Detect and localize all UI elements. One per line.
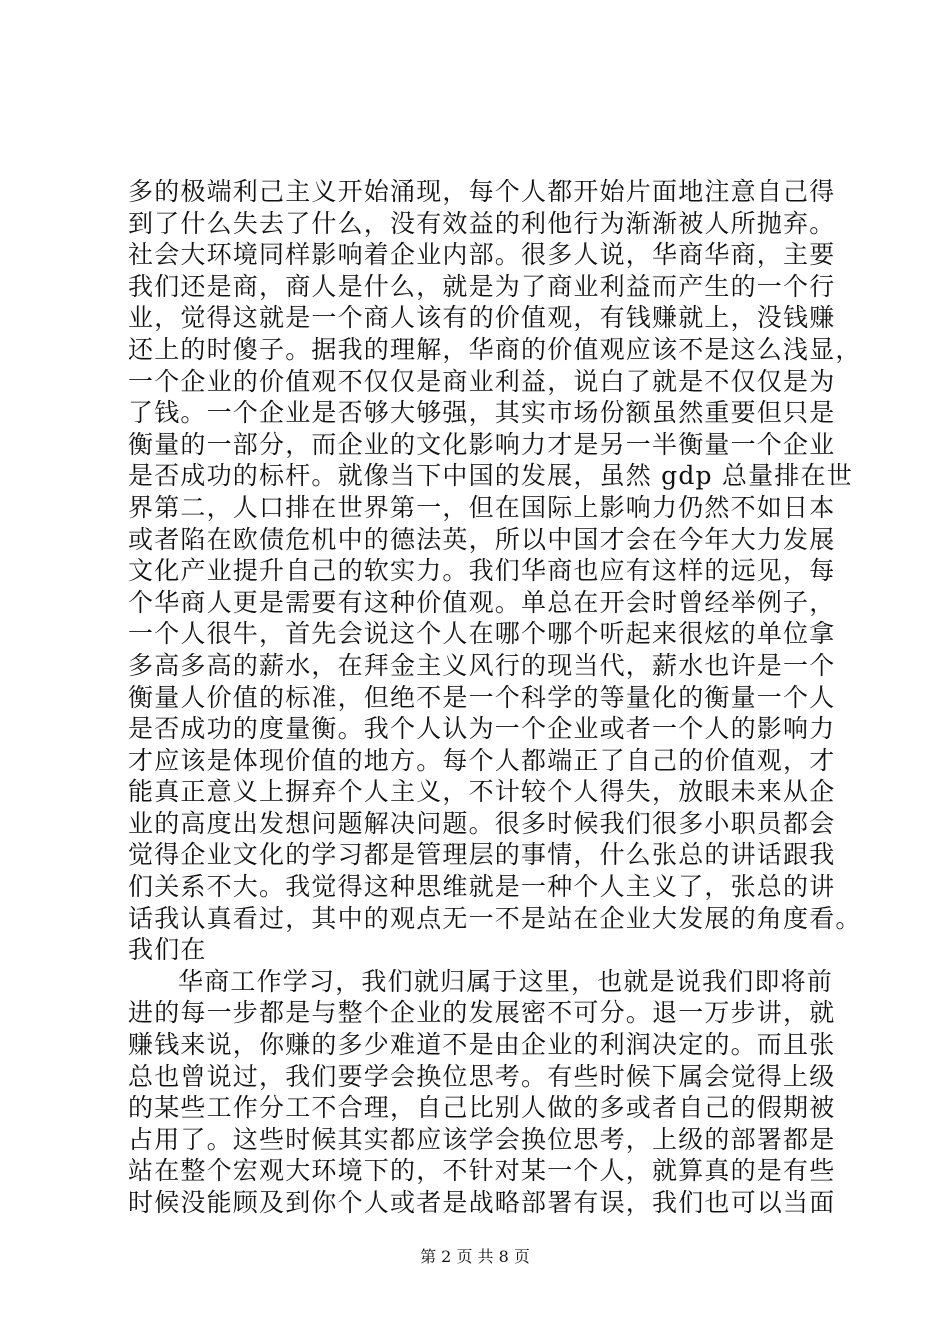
text-line: 个华商人更是需要有这种价值观。单总在开会时曾经举例子， — [128, 587, 836, 617]
text-line: 多高多高的薪水，在拜金主义风行的现当代，薪水也许是一个 — [128, 650, 836, 680]
text-line: 衡量人价值的标准，但绝不是一个科学的等量化的衡量一个人 — [128, 682, 836, 712]
text-line: 业的高度出发想问题解决问题。很多时候我们很多小职员都会 — [128, 808, 836, 838]
text-line: 赚钱来说，你赚的多少难道不是由企业的利润决定的。而且张 — [128, 1030, 836, 1060]
text-line: 衡量的一部分，而企业的文化影响力才是另一半衡量一个企业 — [128, 429, 836, 459]
text-line: 能真正意义上摒弃个人主义，不计较个人得失，放眼未来从企 — [128, 777, 836, 807]
text-line: 时候没能顾及到你个人或者是战略部署有误，我们也可以当面 — [128, 1188, 836, 1217]
text-line: 了钱。一个企业是否够大够强，其实市场份额虽然重要但只是 — [128, 398, 836, 428]
text-line: 们关系不大。我觉得这种思维就是一种个人主义了，张总的讲 — [128, 872, 836, 902]
text-line: 我们在 — [128, 935, 207, 965]
text-line: 是否成功的度量衡。我个人认为一个企业或者一个人的影响力 — [128, 714, 836, 744]
text-line: 多的极端利己主义开始涌现，每个人都开始片面地注意自己得 — [128, 177, 836, 206]
text-line: 一个人很牛，首先会说这个人在哪个哪个听起来很炫的单位拿 — [128, 619, 836, 649]
text-line: 一个企业的价值观不仅仅是商业利益，说白了就是不仅仅是为 — [128, 366, 836, 396]
text-line: 或者陷在欧债危机中的德法英，所以中国才会在今年大力发展 — [128, 524, 836, 554]
text-line: 总也曾说过，我们要学会换位思考。有些时候下属会觉得上级 — [128, 1061, 836, 1091]
text-line: 的某些工作分工不合理，自己比别人做的多或者自己的假期被 — [128, 1093, 836, 1123]
text-line: 占用了。这些时候其实都应该学会换位思考，上级的部署都是 — [128, 1124, 836, 1154]
page-number-footer: 第 2 页 共 8 页 — [420, 1247, 530, 1266]
text-line: 话我认真看过，其中的观点无一不是站在企业大发展的角度看。 — [128, 903, 862, 933]
text-line: 进的每一步都是与整个企业的发展密不可分。退一万步讲，就 — [128, 998, 836, 1028]
body-text — [128, 176, 862, 1219]
text-line: 我们还是商，商人是什么，就是为了商业利益而产生的一个行 — [128, 271, 836, 301]
text-line: 是否成功的标杆。就像当下中国的发展，虽然 gdp 总量排在世 — [128, 461, 853, 491]
text-line: 到了什么失去了什么，没有效益的利他行为渐渐被人所抛弃。 — [128, 208, 836, 238]
text-line: 界第二，人口排在世界第一，但在国际上影响力仍然不如日本 — [128, 492, 836, 522]
text-line: 才应该是体现价值的地方。每个人都端正了自己的价值观，才 — [128, 745, 836, 775]
text-line: 站在整个宏观大环境下的，不针对某一个人，就算真的是有些 — [128, 1156, 836, 1186]
text-line: 业，觉得这就是一个商人该有的价值观，有钱赚就上，没钱赚 — [128, 303, 836, 333]
text-line: 社会大环境同样影响着企业内部。很多人说，华商华商，主要 — [128, 240, 836, 270]
text-line: 还上的时傻子。据我的理解，华商的价值观应该不是这么浅显， — [128, 334, 862, 364]
text-line: 文化产业提升自己的软实力。我们华商也应有这样的远见，每 — [128, 556, 836, 586]
text-line: 觉得企业文化的学习都是管理层的事情，什么张总的讲话跟我 — [128, 840, 836, 870]
paragraph-first-line: 华商工作学习，我们就归属于这里，也就是说我们即将前 — [178, 966, 834, 996]
